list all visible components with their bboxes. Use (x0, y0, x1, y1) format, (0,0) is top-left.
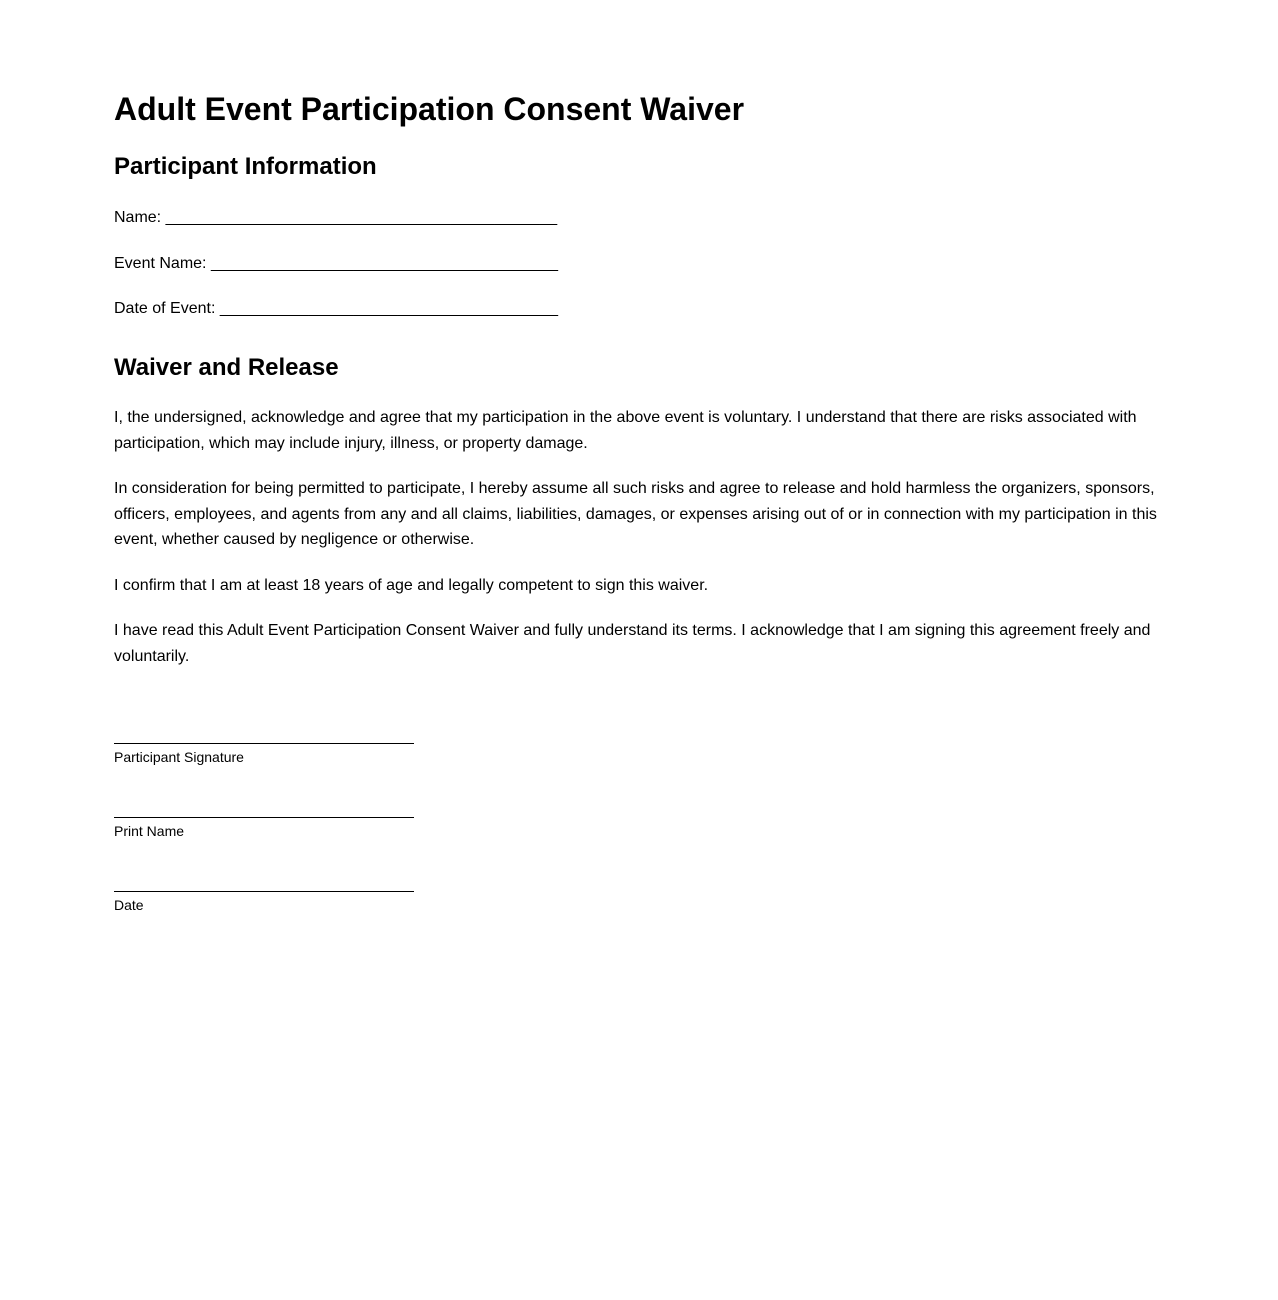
name-field-label: Name: (114, 209, 162, 226)
date-of-event-field[interactable] (114, 299, 558, 319)
section-heading-participant-information: Participant Information (114, 153, 377, 180)
waiver-paragraph-release: In consideration for being permitted to participate, I hereby assume all such risks and agree to release and hold harmless the organizers, sponsors, officers, employees, and agents from any and all claims, liabilities, damages, or expenses arising out of or in connection with my participation in this event, whether caused by negligence or otherwise. (114, 480, 1157, 549)
name-field[interactable] (114, 208, 557, 228)
section-heading-waiver-and-release: Waiver and Release (114, 354, 339, 381)
event-name-field-blank[interactable]: _______________________________________ (210, 255, 558, 272)
waiver-paragraph-voluntary: I, the undersigned, acknowledge and agree that my participation in the above event is voluntary. I understand that there are risks associated with participation, which may include injury, illness, or property damage. (114, 409, 1137, 452)
date-of-event-field-label: Date of Event: (114, 300, 216, 317)
participant-signature-block[interactable] (114, 743, 414, 765)
date-signature-block[interactable] (114, 891, 414, 913)
name-field-blank[interactable]: ____________________________________________ (165, 209, 558, 226)
event-name-field-label: Event Name: (114, 255, 207, 272)
print-name-label: Print Name (114, 823, 185, 839)
print-name-line[interactable] (114, 817, 414, 818)
event-name-field[interactable] (114, 254, 558, 274)
date-of-event-field-blank[interactable]: ______________________________________ (219, 300, 558, 317)
waiver-paragraph-acknowledgement: I have read this Adult Event Participation Consent Waiver and fully understand its terms. I acknowledge that I am signing this agreement freely and voluntarily. (114, 622, 1151, 665)
document-title: Adult Event Participation Consent Waiver (114, 91, 745, 127)
date-signature-label: Date (114, 897, 144, 913)
waiver-paragraph-age: I confirm that I am at least 18 years of age and legally competent to sign this waiver. (114, 577, 709, 594)
date-signature-line[interactable] (114, 891, 414, 892)
participant-signature-label: Participant Signature (114, 749, 244, 765)
participant-signature-line[interactable] (114, 743, 414, 744)
print-name-block[interactable] (114, 817, 414, 839)
